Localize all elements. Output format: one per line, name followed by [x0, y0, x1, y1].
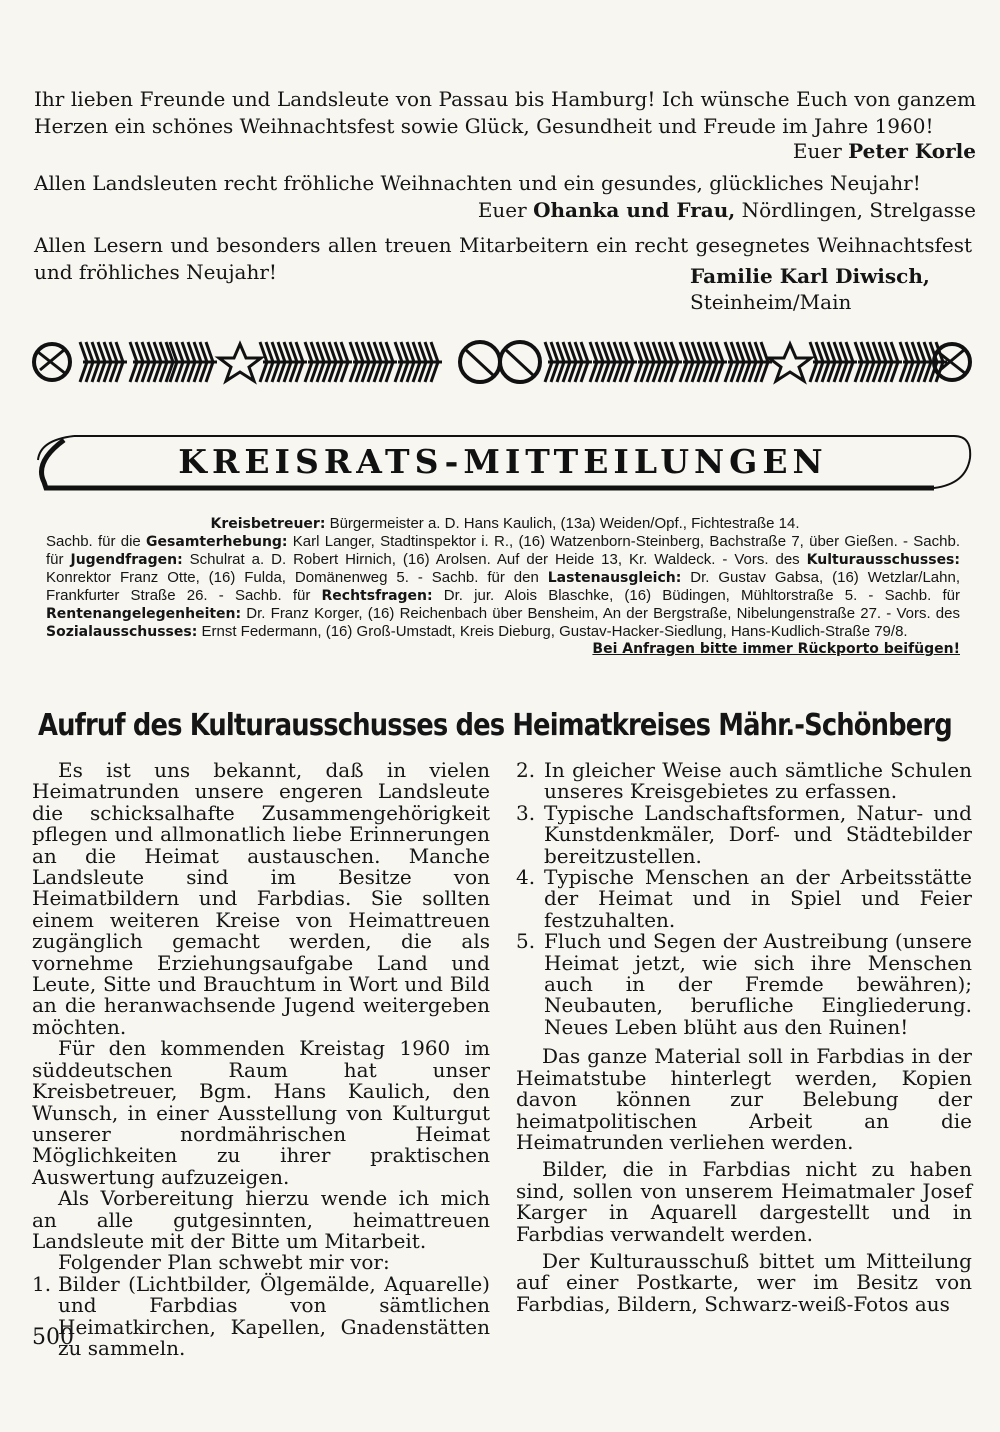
list-item: 2. In gleicher Weise auch sämtliche Schulen unseres Kreisgebietes zu erfassen.	[516, 758, 972, 804]
article-column-right	[516, 760, 972, 1315]
greeting-3-name: Familie Karl Diwisch,	[690, 264, 930, 288]
paragraph: Für den kommenden Kreistag 1960 im süddeutschen Raum hat unser Kreisbetreuer, Bgm. Hans Kaulich, den Wunsch, in einer Ausstellung von Kulturgut unserer nordmährischen Heimat Möglichkeiten zu ihrer praktischen Auswertung aufzuzeigen.	[32, 1036, 490, 1189]
paragraph: Das ganze Material soll in Farbdias in der Heimatstube hinterlegt werden, Kopien davon können zur Belebung der heimatpolitischen Arbeit an die Heimatrunden verliehen werden.	[516, 1044, 972, 1154]
list-item: 3. Typische Landschaftsformen, Natur- und Kunstdenkmäler, Dorf- und Städtebilder bereitzustellen.	[516, 800, 972, 868]
greeting-3-text: Allen Lesern und besonders allen treuen Mitarbeitern ein recht gesegnetes Weihnachtsfest und fröhliches Neujahr!	[34, 233, 972, 284]
greeting-1-signature: Euer Peter Korle	[792, 139, 976, 163]
greeting-3-place: Steinheim/Main	[690, 290, 852, 314]
notice-footer: Bei Anfragen bitte immer Rückporto beifügen!	[592, 641, 960, 657]
paragraph: Der Kulturausschuß bittet um Mitteilung auf einer Postkarte, wer im Besitz von Farbdias, Bildern, Schwarz-weiß-Fotos aus	[516, 1248, 972, 1316]
article-column-left	[32, 760, 490, 1359]
greeting-1-text: Ihr lieben Freunde und Landsleute von Passau bis Hamburg! Ich wünsche Euch von ganzem Herzen ein schönes Weihnachtsfest sowie Glück, Gesundheit und Freude im Jahre 1960!	[34, 87, 976, 138]
greeting-2-text: Allen Landsleuten recht fröhliche Weihnachten und ein gesundes, glückliches Neujahr!	[34, 171, 921, 195]
paragraph: Folgender Plan schwebt mir vor:	[58, 1250, 390, 1275]
article-headline: Aufruf des Kulturausschusses des Heimatkreises Mähr.-Schönberg	[38, 708, 952, 743]
paragraph: Bilder, die in Farbdias nicht zu haben sind, sollen von unserem Heimatmaler Josef Karger in Aquarell dargestellt und in Farbdias verwandelt werden.	[516, 1157, 972, 1246]
list-item: 5. Fluch und Segen der Austreibung (unsere Heimat jetzt, wie sich ihre Menschen auch in der Fremde bewähren); Neubauten, berufliche Eingliederung. Neues Leben blüht aus den Ruinen!	[516, 929, 972, 1039]
ornament-border	[30, 330, 975, 394]
paragraph: Als Vorbereitung hierzu wende ich mich an alle gutgesinnten, heimattreuen Landsleute mit der Bitte um Mitarbeit.	[32, 1186, 490, 1253]
paragraph: Es ist uns bekannt, daß in vielen Heimatrunden unsere engeren Landsleute die schicksalhafte Zusammengehörigkeit pflegen und allmonatlich liebe Erinnerungen an die Heimat austauschen. Manche Landsleute sind im Besitze von Heimatbildern und Farbdias. Sie sollten einem weiteren Kreise von Heimattreuen zugänglich gemacht werden, die als vornehme Erziehungsaufgabe Land und Leute, Sitte und Brauchtum in Wort und Bild an die heranwachsende Jugend weitergeben möchten.	[32, 758, 490, 1039]
officials-notice	[46, 515, 960, 658]
greeting-2-name: Ohanka und Frau,	[533, 198, 736, 222]
greeting-3-signature	[690, 263, 930, 315]
greeting-1	[34, 86, 976, 165]
page-number: 500	[32, 1325, 74, 1350]
list-item: 1. Bilder (Lichtbilder, Ölgemälde, Aquarelle) und Farbdias von sämtlichen Heimatkirchen, Kapellen, Gnadenstätten zu sammeln.	[32, 1271, 490, 1360]
notice-first-line: Kreisbetreuer: Bürgermeister a. D. Hans Kaulich, (13a) Weiden/Opf., Fichtestraße 14.	[210, 515, 800, 532]
notice-body: Sachb. für die Gesamterhebung: Karl Langer, Stadtinspektor i. R., (16) Watzenborn-Steinberg, Bachstraße 7, über Gießen. - Sachb. für Jugendfragen: Schulrat a. D. Robert Hirnich, (16) Arolsen. Auf der Heide 13, Kr. Waldeck. - Vors. des Kulturausschusses: Konrektor Franz Otte, (16) Fulda, Domänenweg 5. - Sachb. für den Lastenausgleich: Dr. Gustav Gabsa, (16) Wetzlar/Lahn, Frankfurter Straße 26. - Sachb. für Rechtsfragen: Dr. jur. Alois Blaschke, (16) Büdingen, Mühltorstraße 5. - Sachb. für Rentenangelegenheiten: Dr. Franz Korger, (16) Reichenbach über Bensheim, An der Bergstraße, Nibelungenstraße 27. - Vors. des Sozialausschusses: Ernst Federmann, (16) Groß-Umstadt, Kreis Dieburg, Gustav-Hacker-Siedlung, Hans-Kudlich-Straße 79/8.	[46, 533, 960, 640]
greeting-2	[34, 170, 976, 224]
greeting-1-name: Peter Korle	[848, 139, 976, 163]
kreisrats-banner	[34, 428, 972, 494]
banner-title: KREISRATS-MITTEILUNGEN	[178, 442, 828, 481]
list-item: 4. Typische Menschen an der Arbeitsstätte der Heimat und in Spiel und Feier festzuhalten.	[516, 865, 972, 932]
greeting-2-signature: Euer Ohanka und Frau, Nördlingen, Strelgasse	[477, 198, 976, 222]
